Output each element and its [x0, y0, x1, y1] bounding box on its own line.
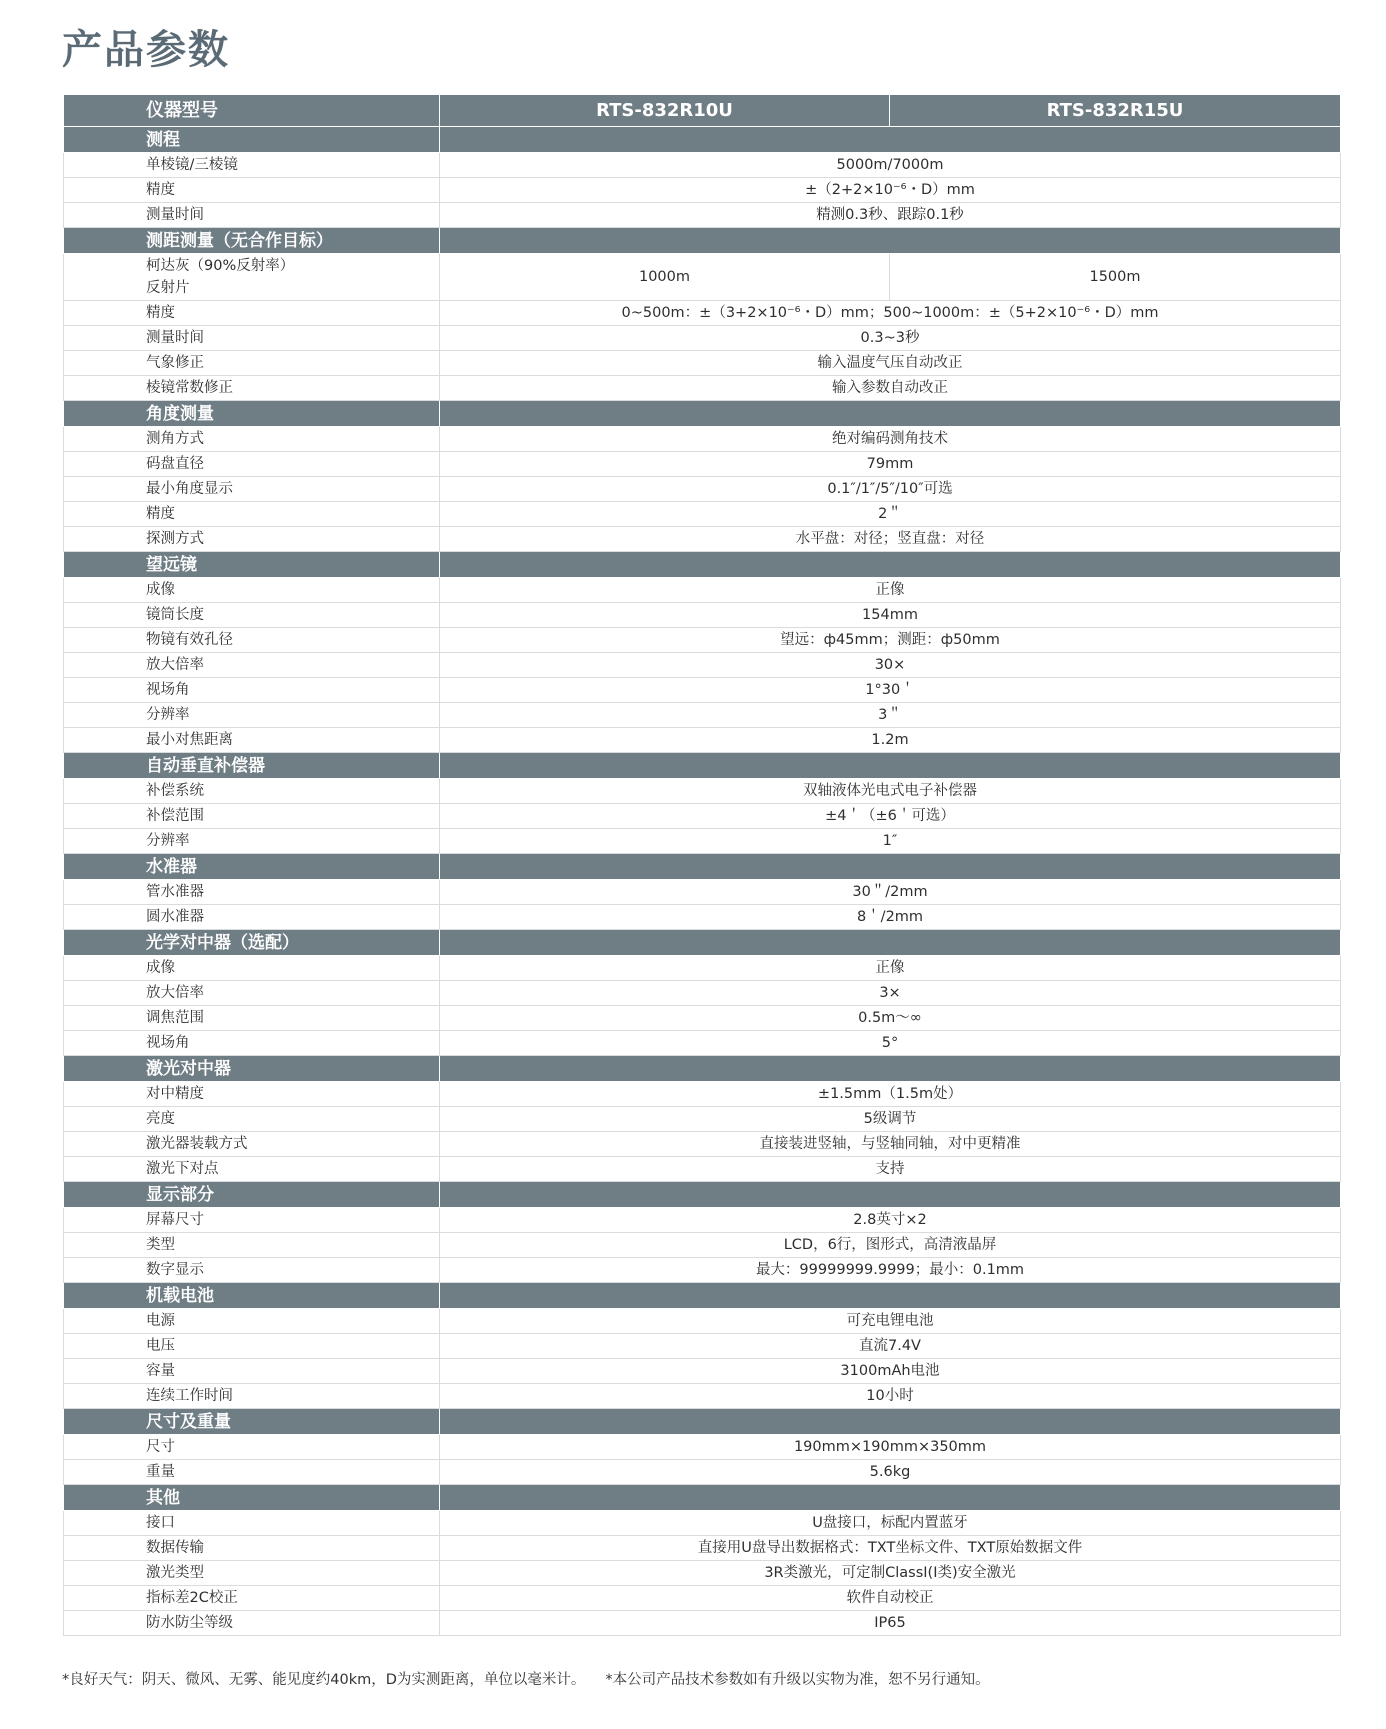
row-label	[64, 326, 440, 351]
row-label-text-line2: 反射片	[146, 280, 190, 296]
row-label	[64, 1208, 440, 1233]
table-row	[64, 1208, 1341, 1233]
section-header-fill	[440, 401, 1341, 427]
row-value: LCD，6行，图形式，高清液晶屏	[440, 1233, 1341, 1258]
row-label-text: 精度	[146, 506, 175, 522]
row-label	[64, 628, 440, 653]
row-label	[64, 527, 440, 552]
row-label	[64, 477, 440, 502]
row-value: 5级调节	[440, 1107, 1341, 1132]
row-label-text: 尺寸	[146, 1439, 175, 1455]
section-title: 自动垂直补偿器	[64, 753, 440, 779]
section-header-fill	[440, 854, 1341, 880]
row-label-text: 圆水准器	[146, 909, 204, 925]
row-label-text: 屏幕尺寸	[146, 1212, 204, 1228]
row-label	[64, 153, 440, 178]
row-label	[64, 1258, 440, 1283]
table-row	[64, 477, 1341, 502]
row-label	[64, 829, 440, 854]
row-value: 0~500m：±（3+2×10⁻⁶・D）mm；500~1000m：±（5+2×10⁻⁶・D）mm	[440, 301, 1341, 326]
spec-table	[63, 94, 1341, 1636]
row-label-text: 精度	[146, 182, 175, 198]
table-row	[64, 153, 1341, 178]
table-row	[64, 956, 1341, 981]
table-row	[64, 1536, 1341, 1561]
section-title: 水准器	[64, 854, 440, 880]
section-header-fill	[440, 1485, 1341, 1511]
row-label-text: 指标差2C校正	[146, 1590, 238, 1606]
row-label	[64, 880, 440, 905]
footnote	[62, 1670, 990, 1690]
table-row	[64, 981, 1341, 1006]
footnote-weather: *良好天气：阴天、微风、无雾、能见度约40km，D为实测距离，单位以毫米计。	[62, 1672, 586, 1688]
table-row	[64, 1157, 1341, 1182]
row-value: 输入温度气压自动改正	[440, 351, 1341, 376]
row-value: ±4＇（±6＇可选）	[440, 804, 1341, 829]
row-label-text: 最小对焦距离	[146, 732, 233, 748]
section-header-row	[64, 1283, 1341, 1309]
table-row	[64, 1611, 1341, 1636]
row-label	[64, 1359, 440, 1384]
row-value: 直接用U盘导出数据格式：TXT坐标文件、TXT原始数据文件	[440, 1536, 1341, 1561]
row-label-text: 柯达灰（90%反射率）	[146, 258, 295, 274]
row-value: 0.3~3秒	[440, 326, 1341, 351]
table-row	[64, 203, 1341, 228]
row-value: 190mm×190mm×350mm	[440, 1435, 1341, 1460]
row-value: 水平盘：对径；竖直盘：对径	[440, 527, 1341, 552]
table-row	[64, 779, 1341, 804]
table-row	[64, 254, 1341, 301]
table-row	[64, 905, 1341, 930]
row-label-text: 视场角	[146, 1035, 190, 1051]
table-row	[64, 653, 1341, 678]
table-row	[64, 1384, 1341, 1409]
section-header-fill	[440, 228, 1341, 254]
section-header-fill	[440, 1409, 1341, 1435]
row-value: 154mm	[440, 603, 1341, 628]
section-title: 望远镜	[64, 552, 440, 578]
table-row	[64, 578, 1341, 603]
row-label	[64, 1460, 440, 1485]
section-title: 其他	[64, 1485, 440, 1511]
row-value: 0.5m～∞	[440, 1006, 1341, 1031]
row-value: 10小时	[440, 1384, 1341, 1409]
row-label-text: 电源	[146, 1313, 175, 1329]
model-column-1: RTS-832R10U	[440, 95, 890, 127]
row-value: 2.8英寸×2	[440, 1208, 1341, 1233]
row-label	[64, 905, 440, 930]
row-label	[64, 728, 440, 753]
row-label-text: 调焦范围	[146, 1010, 204, 1026]
row-label	[64, 351, 440, 376]
table-row	[64, 452, 1341, 477]
header-label: 仪器型号	[64, 95, 440, 127]
row-label	[64, 1082, 440, 1107]
row-label-text: 成像	[146, 960, 175, 976]
row-label-text: 接口	[146, 1515, 175, 1531]
row-label	[64, 254, 440, 301]
table-row	[64, 1082, 1341, 1107]
table-row	[64, 703, 1341, 728]
row-label-text: 数据传输	[146, 1540, 204, 1556]
row-value: 精测0.3秒、跟踪0.1秒	[440, 203, 1341, 228]
row-value: 0.1″/1″/5″/10″可选	[440, 477, 1341, 502]
row-label	[64, 1157, 440, 1182]
table-row	[64, 829, 1341, 854]
table-row	[64, 728, 1341, 753]
row-label-text: 镜筒长度	[146, 607, 204, 623]
section-header-row	[64, 127, 1341, 153]
row-value: 3100mAh电池	[440, 1359, 1341, 1384]
row-label	[64, 1006, 440, 1031]
row-label-text: 测量时间	[146, 330, 204, 346]
row-label	[64, 956, 440, 981]
row-label-text: 防水防尘等级	[146, 1615, 233, 1631]
row-label-text: 视场角	[146, 682, 190, 698]
row-value: ±（2+2×10⁻⁶・D）mm	[440, 178, 1341, 203]
table-row	[64, 1132, 1341, 1157]
row-label-text: 单棱镜/三棱镜	[146, 157, 238, 173]
row-value: 双轴液体光电式电子补偿器	[440, 779, 1341, 804]
section-header-row	[64, 1409, 1341, 1435]
row-label	[64, 1586, 440, 1611]
row-value: 3＂	[440, 703, 1341, 728]
row-label	[64, 1384, 440, 1409]
row-value: 最大：99999999.9999；最小：0.1mm	[440, 1258, 1341, 1283]
table-row	[64, 880, 1341, 905]
row-label	[64, 1031, 440, 1056]
row-label	[64, 1233, 440, 1258]
table-row	[64, 804, 1341, 829]
row-label-text: 管水准器	[146, 884, 204, 900]
row-value: U盘接口，标配内置蓝牙	[440, 1511, 1341, 1536]
section-title: 机载电池	[64, 1283, 440, 1309]
row-label-text: 分辨率	[146, 707, 190, 723]
row-label	[64, 804, 440, 829]
row-label-text: 放大倍率	[146, 985, 204, 1001]
row-label-text: 补偿范围	[146, 808, 204, 824]
row-label-text: 测量时间	[146, 207, 204, 223]
row-label-text: 激光下对点	[146, 1161, 219, 1177]
row-value-model-1: 1000m	[440, 254, 890, 301]
table-row	[64, 1586, 1341, 1611]
row-label	[64, 1511, 440, 1536]
section-header-row	[64, 930, 1341, 956]
row-value: 2＂	[440, 502, 1341, 527]
row-label	[64, 301, 440, 326]
section-title: 角度测量	[64, 401, 440, 427]
section-header-row	[64, 552, 1341, 578]
row-label-text: 重量	[146, 1464, 175, 1480]
row-label	[64, 376, 440, 401]
row-label	[64, 178, 440, 203]
row-label-text: 类型	[146, 1237, 175, 1253]
row-label	[64, 502, 440, 527]
footnote-disclaimer: *本公司产品技术参数如有升级以实物为准，恕不另行通知。	[605, 1672, 990, 1688]
table-row	[64, 1359, 1341, 1384]
row-value: 1″	[440, 829, 1341, 854]
row-value: 支持	[440, 1157, 1341, 1182]
row-value: 正像	[440, 578, 1341, 603]
row-label-text: 棱镜常数修正	[146, 380, 233, 396]
row-value: 直流7.4V	[440, 1334, 1341, 1359]
table-row	[64, 351, 1341, 376]
table-row	[64, 1511, 1341, 1536]
section-header-fill	[440, 1283, 1341, 1309]
table-row	[64, 502, 1341, 527]
row-value: 正像	[440, 956, 1341, 981]
row-value: 直接装进竖轴，与竖轴同轴，对中更精准	[440, 1132, 1341, 1157]
section-header-fill	[440, 753, 1341, 779]
row-label-text: 测角方式	[146, 431, 204, 447]
row-label-text: 数字显示	[146, 1262, 204, 1278]
row-label-text: 码盘直径	[146, 456, 204, 472]
row-label	[64, 779, 440, 804]
section-header-fill	[440, 930, 1341, 956]
row-label-text: 容量	[146, 1363, 175, 1379]
section-header-row	[64, 1056, 1341, 1082]
table-row	[64, 301, 1341, 326]
row-label-text: 成像	[146, 582, 175, 598]
row-value: 望远：ф45mm；测距：ф50mm	[440, 628, 1341, 653]
row-label	[64, 653, 440, 678]
section-title: 测距测量（无合作目标）	[64, 228, 440, 254]
table-row	[64, 376, 1341, 401]
row-label	[64, 1107, 440, 1132]
table-row	[64, 1006, 1341, 1031]
section-title: 显示部分	[64, 1182, 440, 1208]
table-row	[64, 178, 1341, 203]
row-value: 5°	[440, 1031, 1341, 1056]
row-label-text: 最小角度显示	[146, 481, 233, 497]
table-row	[64, 1435, 1341, 1460]
row-value: IP65	[440, 1611, 1341, 1636]
page-title: 产品参数	[62, 27, 230, 73]
row-value: 可充电锂电池	[440, 1309, 1341, 1334]
row-label	[64, 1536, 440, 1561]
row-label-text: 对中精度	[146, 1086, 204, 1102]
table-row	[64, 1309, 1341, 1334]
row-label	[64, 603, 440, 628]
table-row	[64, 1334, 1341, 1359]
section-header-row	[64, 1485, 1341, 1511]
row-value: 30＂/2mm	[440, 880, 1341, 905]
row-label	[64, 1132, 440, 1157]
row-label	[64, 1435, 440, 1460]
row-label-text: 分辨率	[146, 833, 190, 849]
row-label	[64, 703, 440, 728]
row-value: 79mm	[440, 452, 1341, 477]
row-value: 5.6kg	[440, 1460, 1341, 1485]
row-value: 3R类激光，可定制ClassI(I类)安全激光	[440, 1561, 1341, 1586]
table-row	[64, 1031, 1341, 1056]
table-row	[64, 326, 1341, 351]
table-row	[64, 603, 1341, 628]
table-row	[64, 1258, 1341, 1283]
spec-body	[64, 127, 1341, 1636]
row-label-text: 气象修正	[146, 355, 204, 371]
row-label-text: 激光器装载方式	[146, 1136, 248, 1152]
section-header-row	[64, 401, 1341, 427]
section-header-row	[64, 753, 1341, 779]
section-header-fill	[440, 1182, 1341, 1208]
section-header-row	[64, 228, 1341, 254]
section-title: 尺寸及重量	[64, 1409, 440, 1435]
model-column-2: RTS-832R15U	[890, 95, 1341, 127]
section-header-row	[64, 1182, 1341, 1208]
section-header-fill	[440, 552, 1341, 578]
row-label-text: 补偿系统	[146, 783, 204, 799]
row-label	[64, 427, 440, 452]
table-row	[64, 678, 1341, 703]
row-value: 绝对编码测角技术	[440, 427, 1341, 452]
table-row	[64, 1561, 1341, 1586]
section-header-row	[64, 854, 1341, 880]
row-label	[64, 1611, 440, 1636]
row-label-text: 激光类型	[146, 1565, 204, 1581]
table-row	[64, 1107, 1341, 1132]
row-value: 30×	[440, 653, 1341, 678]
table-row	[64, 527, 1341, 552]
section-header-fill	[440, 127, 1341, 153]
row-value: 软件自动校正	[440, 1586, 1341, 1611]
row-value: 8＇/2mm	[440, 905, 1341, 930]
row-value: ±1.5mm（1.5m处）	[440, 1082, 1341, 1107]
section-header-fill	[440, 1056, 1341, 1082]
row-value: 输入参数自动改正	[440, 376, 1341, 401]
row-value: 3×	[440, 981, 1341, 1006]
table-row	[64, 427, 1341, 452]
table-row	[64, 1460, 1341, 1485]
section-title: 光学对中器（选配）	[64, 930, 440, 956]
row-label-text: 放大倍率	[146, 657, 204, 673]
row-value-model-2: 1500m	[890, 254, 1341, 301]
row-value: 5000m/7000m	[440, 153, 1341, 178]
row-label-text: 电压	[146, 1338, 175, 1354]
row-label	[64, 578, 440, 603]
table-row	[64, 628, 1341, 653]
table-row	[64, 1233, 1341, 1258]
row-label	[64, 1561, 440, 1586]
row-value: 1°30＇	[440, 678, 1341, 703]
row-label-text: 精度	[146, 305, 175, 321]
row-value: 1.2m	[440, 728, 1341, 753]
row-label	[64, 203, 440, 228]
row-label-text: 物镜有效孔径	[146, 632, 233, 648]
section-title: 测程	[64, 127, 440, 153]
row-label	[64, 452, 440, 477]
row-label-text: 探测方式	[146, 531, 204, 547]
row-label	[64, 981, 440, 1006]
row-label	[64, 1334, 440, 1359]
row-label-text: 亮度	[146, 1111, 175, 1127]
row-label	[64, 1309, 440, 1334]
row-label-text: 连续工作时间	[146, 1388, 233, 1404]
row-label	[64, 678, 440, 703]
section-title: 激光对中器	[64, 1056, 440, 1082]
table-header-row	[64, 95, 1341, 127]
